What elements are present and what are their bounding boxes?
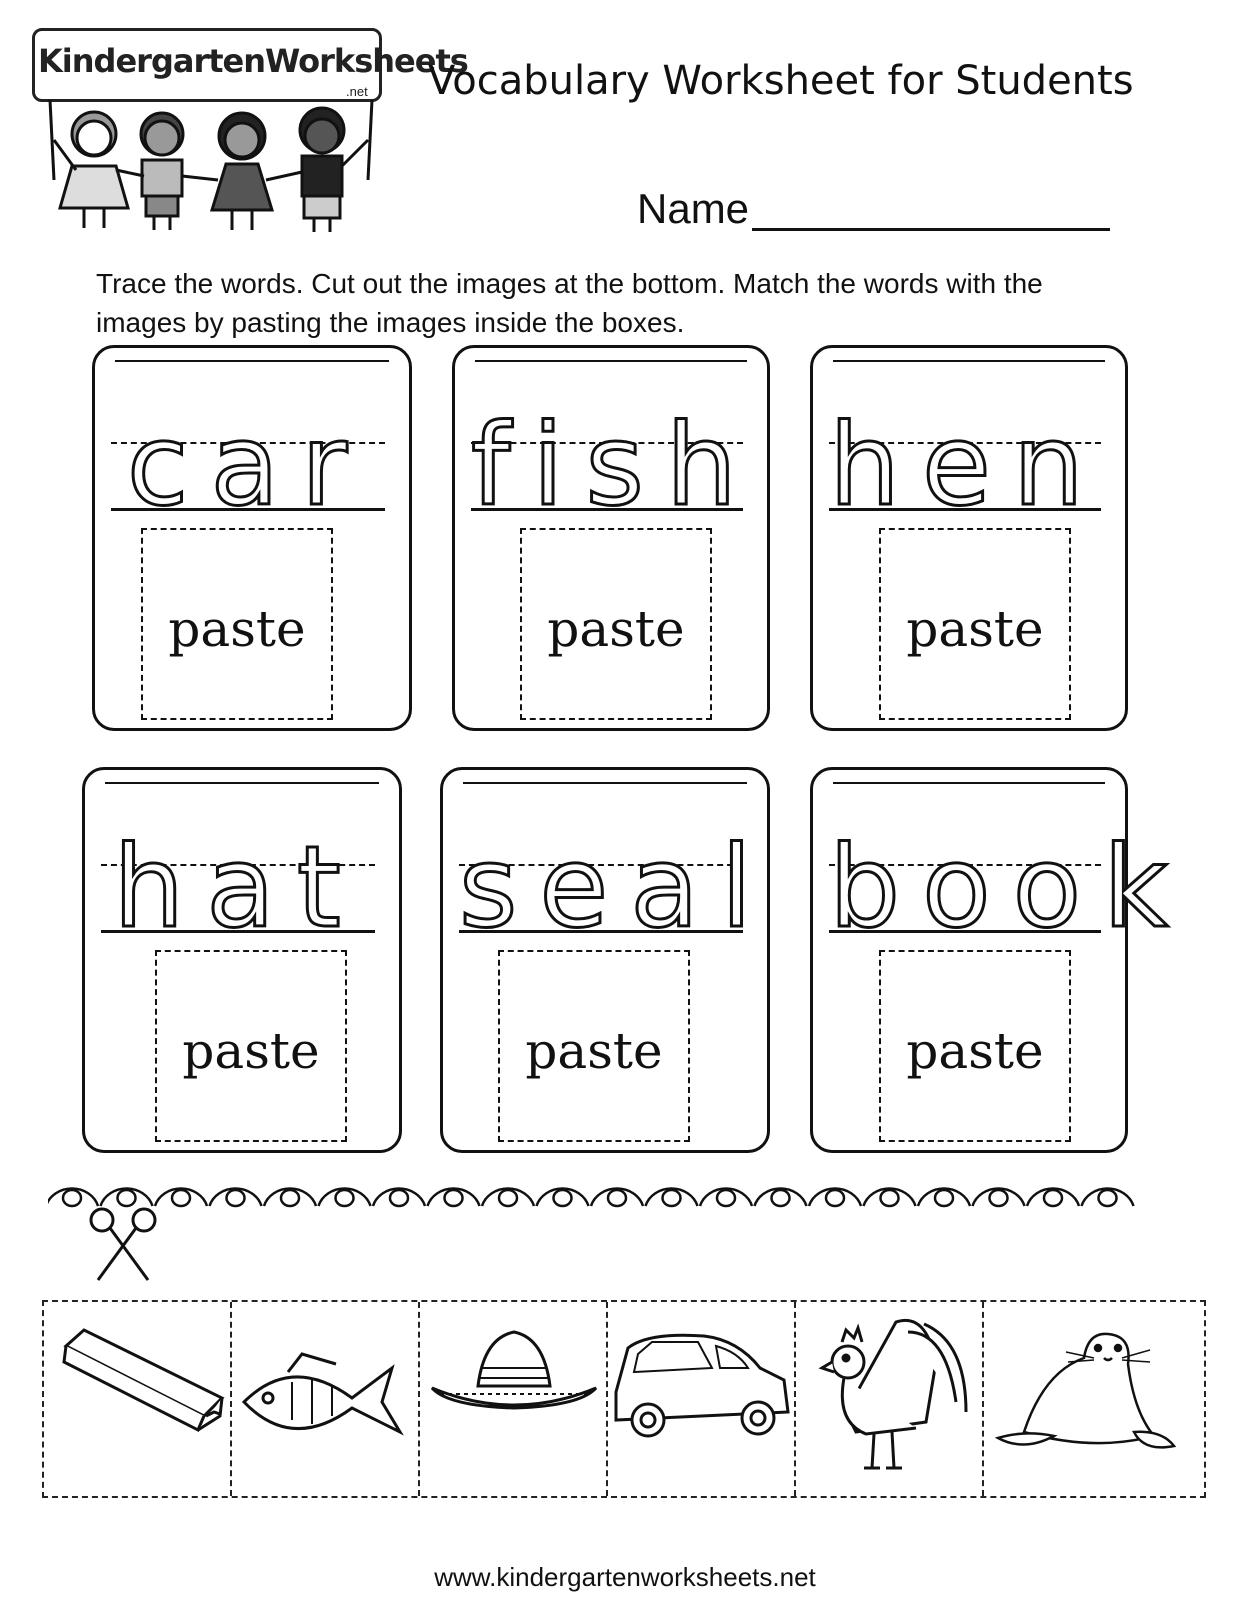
paste-label: paste	[547, 600, 685, 658]
word-card-hat	[82, 767, 402, 1153]
scallop-loop	[172, 1190, 190, 1206]
trace-word: hat	[113, 823, 363, 953]
paste-box[interactable]	[498, 950, 690, 1142]
cutout-car[interactable]	[608, 1302, 796, 1496]
scallop-loop	[881, 1190, 899, 1206]
paste-label: paste	[906, 600, 1044, 658]
worksheet-title: Vocabulary Worksheet for Students	[428, 58, 1134, 104]
cutout-book[interactable]	[44, 1302, 232, 1496]
scallop-loop	[63, 1190, 81, 1206]
scallop-loop	[281, 1190, 299, 1206]
paste-box[interactable]	[155, 950, 347, 1142]
scallop-loop	[935, 1190, 953, 1206]
paste-box[interactable]	[879, 528, 1071, 720]
paste-box[interactable]	[879, 950, 1071, 1142]
scallop-loop	[1044, 1190, 1062, 1206]
paste-label: paste	[182, 1022, 320, 1080]
paste-label: paste	[525, 1022, 663, 1080]
logo-text: KindergartenWorksheets	[38, 42, 468, 80]
trace-word: book	[829, 823, 1190, 953]
logo-tld: .net	[346, 84, 368, 99]
trace-word: hen	[829, 401, 1106, 531]
name-label: Name	[637, 185, 750, 232]
car-picture	[608, 1302, 794, 1496]
cutout-hat[interactable]	[420, 1302, 608, 1496]
scallop-loop	[1099, 1190, 1117, 1206]
paste-label: paste	[906, 1022, 1044, 1080]
word-card-seal	[440, 767, 775, 1153]
scallop-cut-line	[48, 1180, 1168, 1210]
word-card-book	[810, 767, 1190, 1153]
scissors-icon	[86, 1204, 160, 1284]
footer-url[interactable]: www.kindergartenworksheets.net	[434, 1562, 816, 1592]
scallop-loop	[990, 1190, 1008, 1206]
fish-picture	[232, 1302, 418, 1496]
cutout-seal[interactable]	[984, 1302, 1204, 1496]
scallop-loop	[499, 1190, 517, 1206]
scallop-loop	[663, 1190, 681, 1206]
scallop-loop	[554, 1190, 572, 1206]
rooster-hen-picture	[796, 1302, 982, 1496]
kids-holding-hands-picture	[32, 100, 392, 240]
trace-word: seal	[459, 823, 775, 953]
instructions: Trace the words. Cut out the images at the bottom. Match the words with the images by pasting the images inside the boxes.	[96, 268, 1043, 338]
paste-box[interactable]	[141, 528, 333, 720]
cutout-hen[interactable]	[796, 1302, 984, 1496]
scallop-loop	[717, 1190, 735, 1206]
scallop-loop	[390, 1190, 408, 1206]
word-card-fish	[452, 345, 770, 731]
scallop-loop	[336, 1190, 354, 1206]
scallop-loop	[772, 1190, 790, 1206]
scallop-loop	[826, 1190, 844, 1206]
scallop-loop	[445, 1190, 463, 1206]
word-card-car	[92, 345, 412, 731]
scallop-loop	[227, 1190, 245, 1206]
scallop-loop	[608, 1190, 626, 1206]
sombrero-hat-picture	[420, 1302, 606, 1496]
paste-label: paste	[168, 600, 306, 658]
book-picture	[44, 1302, 230, 1496]
seal-picture	[984, 1302, 1202, 1496]
paste-box[interactable]	[520, 528, 712, 720]
cutout-strip	[42, 1300, 1206, 1498]
trace-word: car	[126, 401, 370, 531]
cutout-fish[interactable]	[232, 1302, 420, 1496]
word-card-hen	[810, 345, 1128, 731]
trace-word: fish	[471, 401, 759, 531]
name-field[interactable]	[752, 228, 1110, 231]
